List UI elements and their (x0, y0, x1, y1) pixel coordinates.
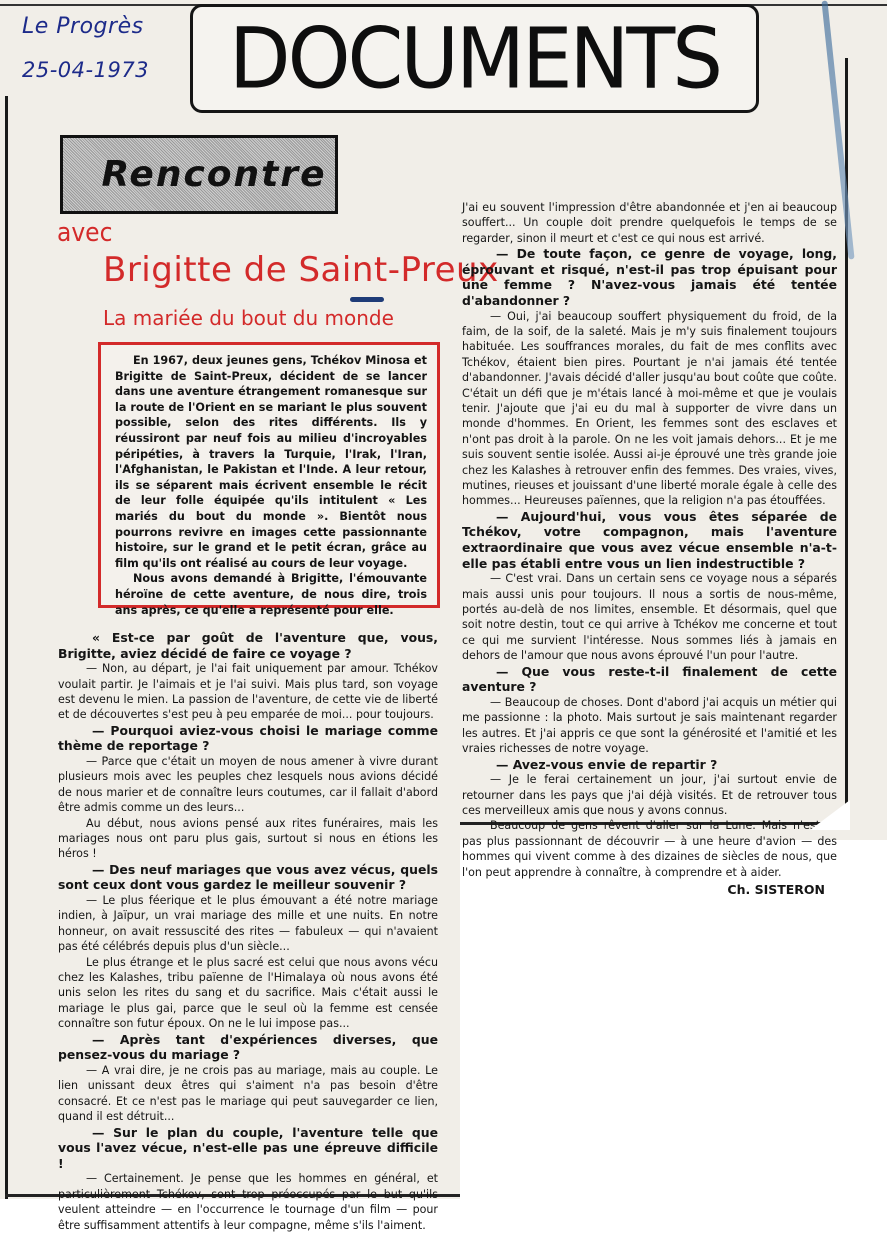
interview-question: — Pourquoi aviez-vous choisi le mariage comme thème de reportage ? (58, 722, 438, 754)
article-column-left (58, 630, 438, 1233)
rubric-label: Rencontre (101, 154, 327, 195)
interview-paragraph: — Oui, j'ai beaucoup souffert physiquement du froid, de la faim, de la soif, de la saleté. Mais je m'y suis finalement toujours habituée. Les souffrances morales, du fait de mes conflits avec Tchékov, étaient bien pires. Pourtant je n'ai jamais été tentée d'abandonner. J'avais décidé d'aller jusqu'au bout coûte que coûte. C'était un défi que je m'étais lancé à moi-même et que je voulais tenir. J'ajoute que j'ai eu du mal à supporter de vivre dans un monde d'hommes. En Orient, les femmes sont des esclaves et n'ont pas droit à la parole. On ne les voit jamais dehors... Et je me suis souvent sentie isolée. Aussi ai-je éprouvé une très grande joie chez les Kalashes à retrouver enfin des femmes. Des vraies, vives, mutines, rieuses et jouissant d'une liberté morale égale à celle des hommes... Heureuses païennes, que la religion n'a pas étouffées. (462, 309, 837, 508)
torn-corner (810, 800, 850, 830)
intro-box (98, 342, 440, 617)
intro-paragraph: Nous avons demandé à Brigitte, l'émouvante héroïne de cette aventure, de nous dire, trois ans après, ce qu'elle a représenté pour elle. (115, 572, 427, 617)
interview-question: — Aujourd'hui, vous vous êtes séparée de Tchékov, votre compagnon, mais l'aventure extraordinaire que vous avez vécue ensemble n'a-t-elle pas établi entre vous un lien indestructible ? (462, 508, 837, 571)
interview-question: « Est-ce par goût de l'aventure que, vous, Brigitte, aviez décidé de faire ce voyage ? (58, 630, 438, 661)
interview-paragraph: J'ai eu souvent l'impression d'être abandonnée et j'en ai beaucoup souffert... Un couple doit prendre quelquefois le temps de se regarder, sinon il meurt et c'est ce qui nous est arrivé. (462, 201, 837, 245)
interview-paragraph: — C'est vrai. Dans un certain sens ce voyage nous a séparés mais aussi unis pour toujours. Il nous a sortis de nous-même, portés au-delà de nos limites, ensemble. Et désormais, quel que soit notre destin, tout ce qui arrive à Tchékov me concerne et tout ce qui me survient l'intéresse. Nous sommes liés à jamais en dehors de l'amour que nous avons éprouvé l'un pour l'autre. (462, 572, 837, 663)
interview-paragraph: — Non, au départ, je l'ai fait uniquement par amour. Tchékov voulait partir. Je l'aimais et je l'ai suivi. Mais plus tard, son voyage est devenu le mien. La passion de l'aventure, de cette vie de liberté et de découvertes s'est peu à peu emparée de moi... pour toujours. (58, 662, 438, 722)
interview-question: — Des neuf mariages que vous avez vécus, quels sont ceux dont vous gardez le meilleur souvenir ? (58, 861, 438, 893)
headline-subtitle: La mariée du bout du monde (103, 306, 394, 330)
handwritten-date: 25-04-1973 (22, 58, 150, 82)
left-border-rule (5, 96, 8, 1199)
interview-question: — Avez-vous envie de repartir ? (496, 756, 718, 772)
interview-question: — Après tant d'expériences diverses, que pensez-vous du mariage ? (58, 1031, 438, 1063)
interview-question: — Que vous reste-t-il finalement de cette aventure ? (462, 663, 837, 695)
interview-paragraph: — Je le ferai certainement un jour, j'ai surtout envie de retourner dans les pays que j'ai déjà visités. Et de retrouver tous ces merveilleux amis que nous y avons connus. (462, 773, 837, 817)
interview-paragraph: Beaucoup de gens rêvent d'aller sur la Lune. Mais n'est-ce pas plus passionnant de découvrir — à une heure d'avion — des hommes qui vivent comme à des dizaines de siècles de nous, que l'on peut apprendre à connaître, à comprendre et à aider. (462, 819, 837, 879)
handwritten-newspaper-name: Le Progrès (22, 14, 144, 39)
section-title: DOCUMENTS (228, 9, 721, 108)
headline-subject: Brigitte de Saint-Preux (103, 250, 499, 290)
intro-paragraph: En 1967, deux jeunes gens, Tchékov Minosa et Brigitte de Saint-Preux, décident de se lancer dans une aventure étrangement romanesque sur la route de l'Orient en se mariant le plus souvent possible, selon des rites différents. Ils y réussiront par neuf fois au milieu d'incroyables péripéties, à travers la Turquie, l'Irak, l'Iran, l'Afghanistan, le Pakistan et l'Inde. A leur retour, ils se séparent mais écrivent ensemble le récit de leur folle équipée qu'ils intitulent « Les mariés du bout du monde ». Bientôt nous pourrons revivre en images cette passionnante histoire, sur le grand et le petit écran, grâce au film qu'ils ont réalisé au cours de leur voyage. (115, 354, 427, 570)
interview-question: — Sur le plan du couple, l'aventure telle que vous l'avez vécue, n'est-elle pas une épreuve difficile ! (58, 1124, 438, 1171)
section-header-box (190, 4, 759, 113)
interview-paragraph: — Le plus féerique et le plus émouvant a été notre mariage indien, à Jaïpur, un vrai mariage des mille et une nuits. En notre honneur, on avait ressuscité des rites — fabuleux — qui n'avaient pas été célébrés depuis plus d'un siècle... (58, 894, 438, 954)
interview-question: — De toute façon, ce genre de voyage, long, éprouvant et risqué, n'est-il pas trop épuisant pour une femme ? N'avez-vous jamais été tentée d'abandonner ? (462, 246, 837, 308)
rubric-box (60, 135, 338, 214)
interview-paragraph: — Beaucoup de choses. Dont d'abord j'ai acquis un métier qui me passionne : la photo. Mais surtout je sais maintenant regarder les autres. Et j'ai appris ce que sont la générosité et l'amitié et les vraies richesses de notre voyage. (462, 695, 837, 756)
interview-paragraph: — Certainement. Je pense que les hommes en général, et particulièrement Tchékov, sont trop préoccupés par le but qu'ils veulent atteindre — en l'occurrence le tournage d'un film — pour être suffisamment attentifs à leur compagne, même s'ils l'aiment. (58, 1172, 438, 1232)
headline-prefix: avec (57, 218, 113, 248)
interview-paragraph: Le plus étrange et le plus sacré est celui que nous avons vécu chez les Kalashes, tribu païenne de l'Himalaya où nous avons été unis selon les rites du sang et du sacrifice. Mais c'était aussi le mariage le plus gai, parce que le seul où la femme est censée connaître son futur époux. On ne le lui impose pas... (58, 955, 438, 1031)
interview-paragraph: — Parce que c'était un moyen de nous amener à vivre durant plusieurs mois avec les peuples chez lesquels nous avions décidé de nous marier et de connaître leurs coutumes, car il fallait d'abord être admis comme un des leurs... (58, 755, 438, 815)
ink-underline-mark (350, 297, 384, 302)
article-column-right (462, 200, 837, 897)
author-signature: Ch. SISTERON (727, 881, 825, 897)
interview-paragraph: Au début, nous avions pensé aux rites funéraires, mais les mariages nous ont paru plus gais, surtout si nous en étions les héros ! (58, 816, 438, 861)
interview-paragraph: — A vrai dire, je ne crois pas au mariage, mais au couple. Le lien unissant deux êtres qui s'aiment n'a pas besoin d'être consacré. Et ce n'est pas le mariage qui peut sauvegarder ce lien, quand il est détruit... (58, 1063, 438, 1124)
